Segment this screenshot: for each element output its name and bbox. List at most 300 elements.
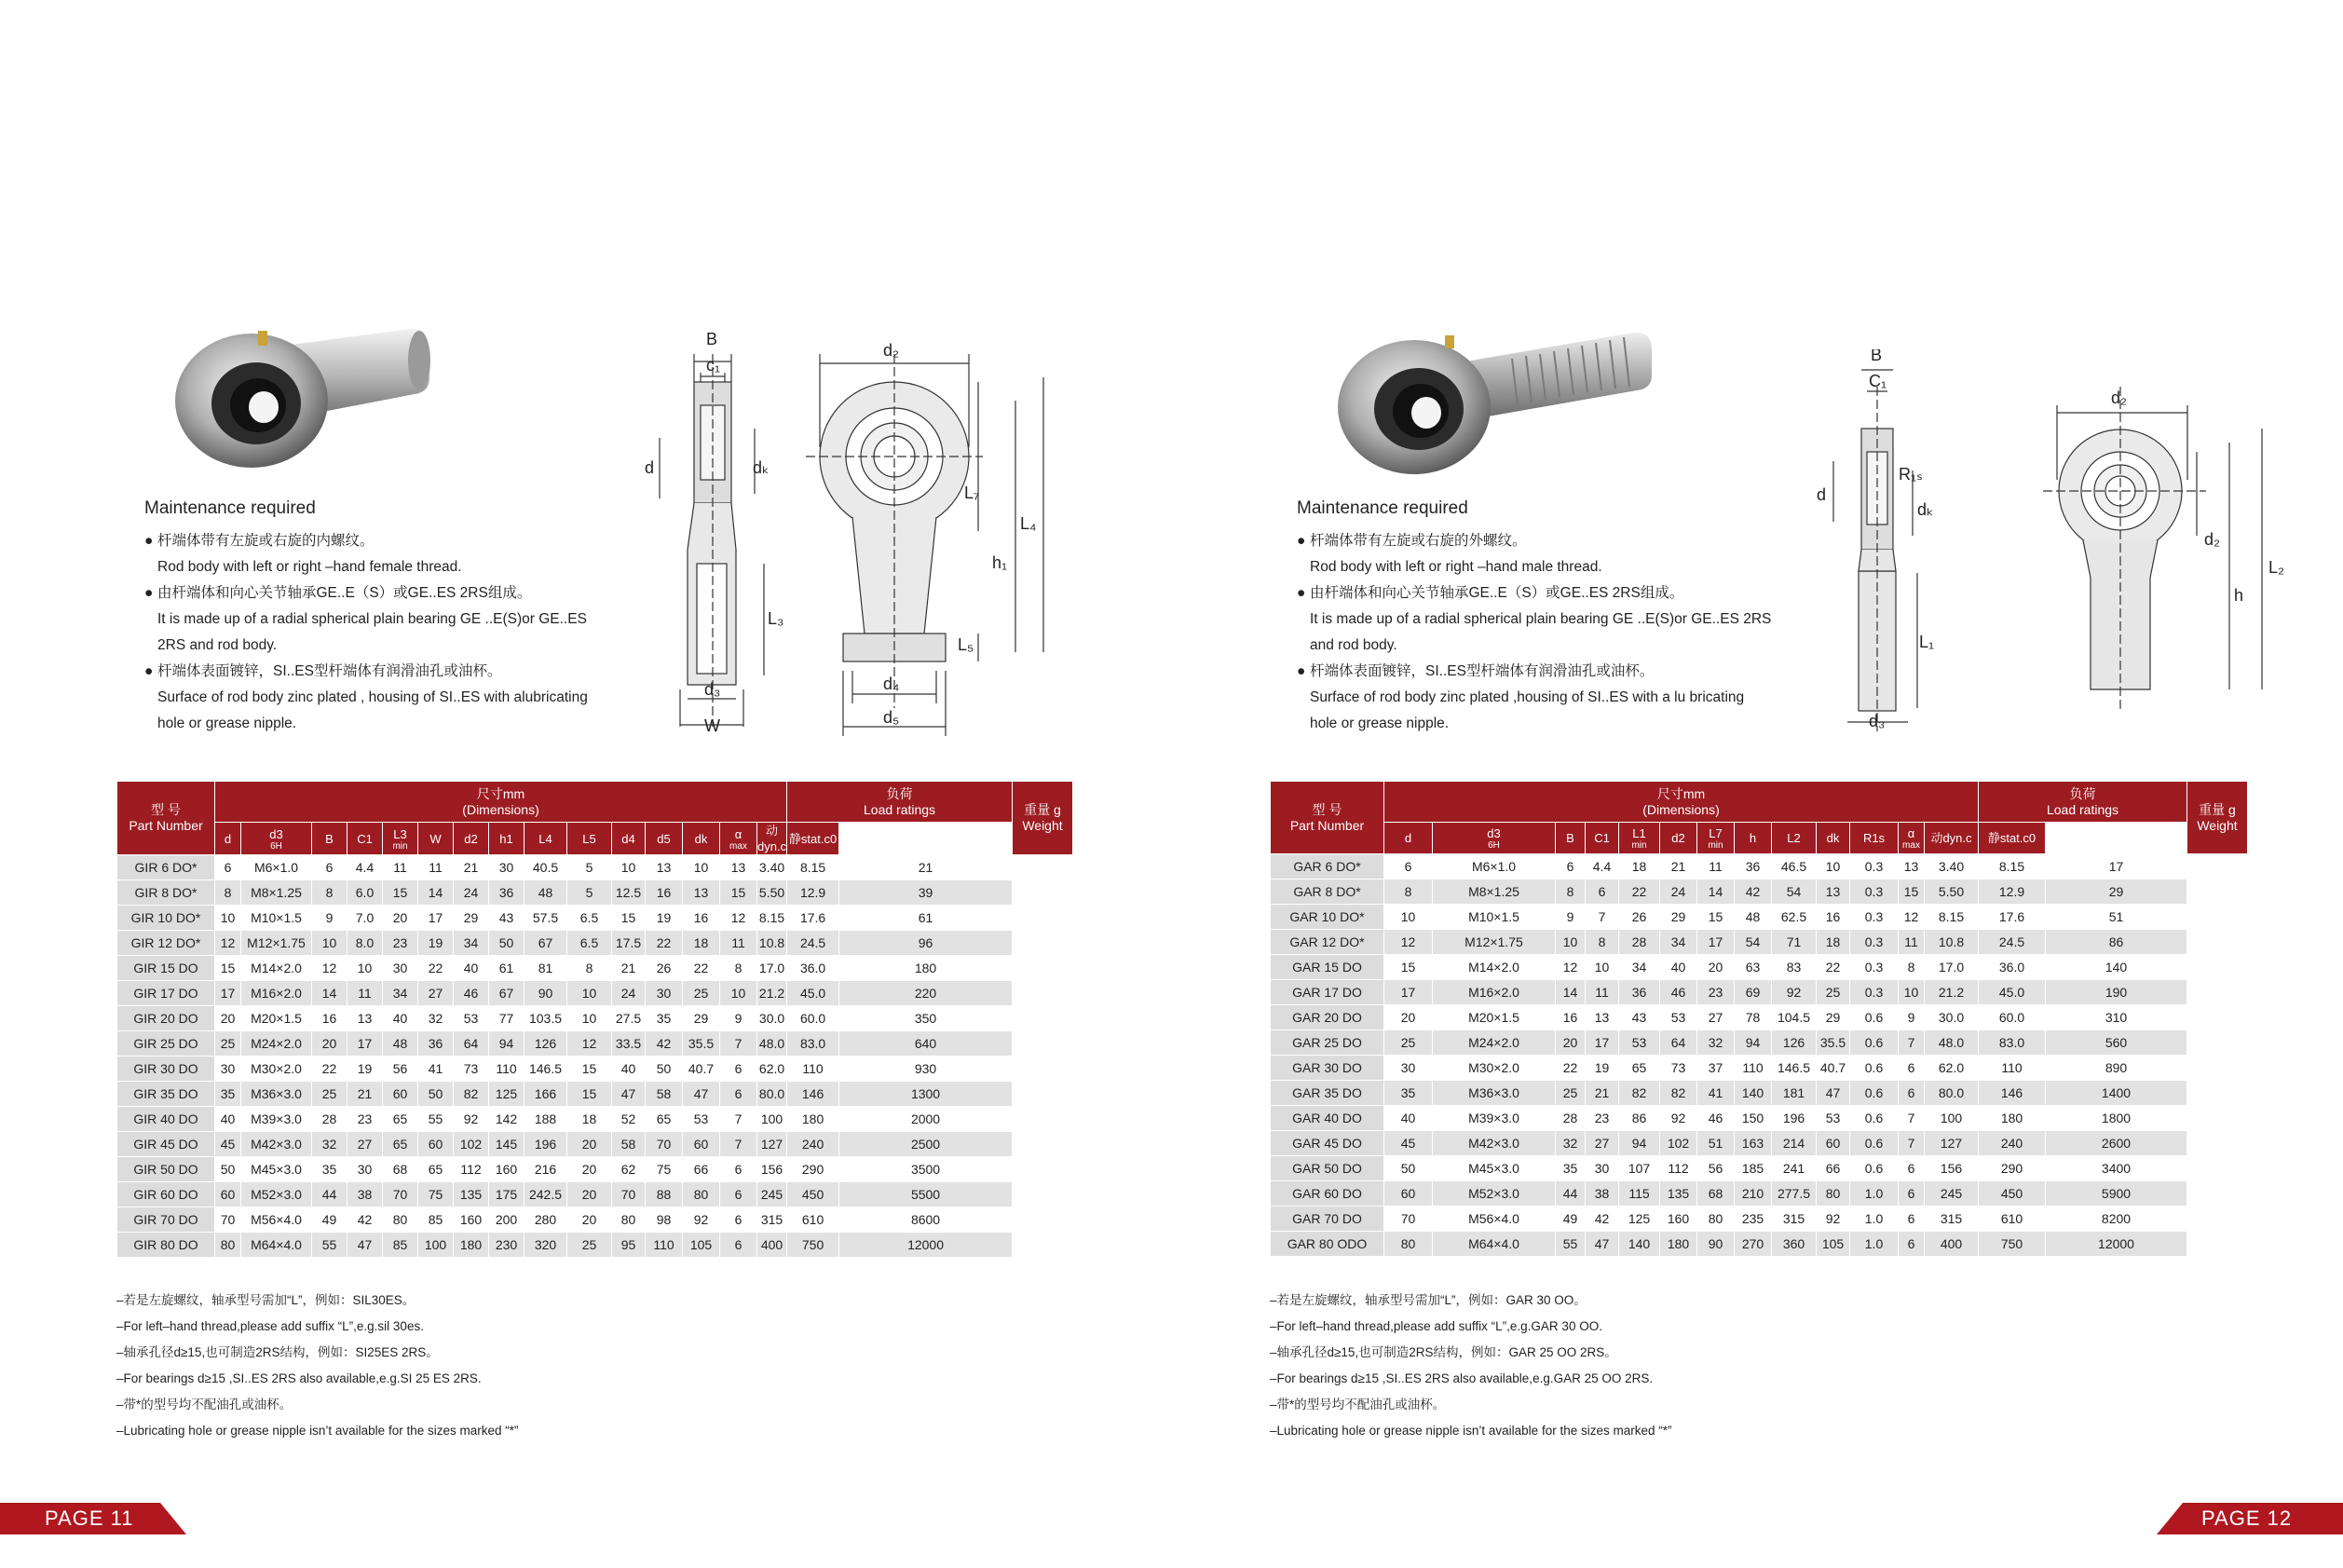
table-cell: 140	[1735, 1081, 1772, 1106]
table-cell: 8600	[839, 1207, 1013, 1233]
table-cell: 163	[1735, 1131, 1772, 1156]
part-number-cell: GAR 30 DO	[1271, 1056, 1384, 1081]
table-cell: 21	[839, 855, 1013, 880]
table-cell: 180	[839, 956, 1013, 981]
note-5: –带*的型号均不配油孔或油杯。	[1270, 1398, 1446, 1411]
column-header: dk	[1817, 823, 1850, 854]
feature-en-3b: hole or grease nipple.	[1310, 716, 1450, 731]
table-cell: 65	[383, 1107, 418, 1132]
page-number-badge-left	[0, 1503, 186, 1534]
header-load: 负荷 Load ratings	[1979, 782, 2187, 823]
table-cell: 140	[2046, 955, 2187, 980]
label-dk: dₖ	[1917, 500, 1934, 519]
note-6: –Lubricating hole or grease nipple isn’t available for the sizes marked “*”	[1270, 1424, 1672, 1438]
table-cell: 11	[1899, 930, 1925, 955]
table-cell: 930	[839, 1057, 1013, 1082]
table-cell: 14	[1697, 879, 1735, 905]
table-cell: 185	[1735, 1156, 1772, 1181]
table-cell: 80	[612, 1207, 646, 1233]
table-cell: 146.5	[524, 1057, 567, 1082]
table-cell: 242.5	[524, 1182, 567, 1207]
table-cell: 28	[1619, 930, 1660, 955]
table-row	[117, 1006, 1073, 1031]
maintenance-title: Maintenance required	[1297, 498, 1468, 518]
part-number-cell: GAR 8 DO*	[1271, 879, 1384, 905]
table-row	[1271, 1181, 2248, 1207]
table-cell: 22	[1556, 1056, 1586, 1081]
table-cell: 20	[312, 1031, 347, 1057]
table-cell: 115	[1619, 1181, 1660, 1207]
table-cell: 66	[1817, 1156, 1850, 1181]
table-cell: 196	[524, 1132, 567, 1157]
table-cell: M14×2.0	[1433, 955, 1556, 980]
feature-cn-2: 由杆端体和向心关节轴承GE..E（S）或GE..ES 2RS组成。	[1310, 585, 1684, 601]
column-subscript: max	[729, 840, 747, 852]
table-cell: 47	[1586, 1232, 1619, 1257]
table-cell: 145	[489, 1132, 524, 1157]
table-cell: 320	[524, 1233, 567, 1258]
table-cell: 49	[312, 1207, 347, 1233]
table-cell: 58	[612, 1132, 646, 1157]
label-L5: L₅	[958, 635, 974, 654]
column-header: L7 min	[1697, 823, 1735, 854]
table-cell: 53	[1619, 1030, 1660, 1056]
note-2: –For left–hand thread,please add suffix “L”,e.g.sil 30es.	[116, 1319, 424, 1333]
table-cell: 83	[1772, 955, 1817, 980]
table-cell: 27	[418, 981, 454, 1006]
table-row	[117, 1082, 1073, 1107]
table-cell: 245	[1925, 1181, 1979, 1207]
column-header: d	[1384, 823, 1433, 854]
label-B: B	[1871, 349, 1883, 364]
table-cell: 94	[489, 1031, 524, 1057]
table-cell: 22	[646, 931, 683, 956]
table-cell: 0.6	[1850, 1106, 1899, 1131]
table-cell: 35.5	[683, 1031, 720, 1057]
table-cell: 25	[1817, 980, 1850, 1005]
table-cell: 103.5	[524, 1006, 567, 1031]
table-cell: 12	[720, 906, 757, 931]
table-cell: 36	[1735, 854, 1772, 879]
table-cell: M39×3.0	[1433, 1106, 1556, 1131]
table-cell: 1400	[2046, 1081, 2187, 1106]
table-cell: 32	[1697, 1030, 1735, 1056]
table-cell: 54	[1735, 930, 1772, 955]
table-cell: 105	[683, 1233, 720, 1258]
table-cell: 6	[1899, 1232, 1925, 1257]
table-row	[1271, 955, 2248, 980]
table-cell: 6	[1899, 1081, 1925, 1106]
part-number-cell: GIR 8 DO*	[117, 880, 215, 906]
table-cell: 8	[720, 956, 757, 981]
table-cell: 50	[489, 931, 524, 956]
column-header: dk	[683, 823, 720, 855]
table-cell: 230	[489, 1233, 524, 1258]
table-cell: 180	[454, 1233, 489, 1258]
part-number-cell: GAR 80 ODO	[1271, 1232, 1384, 1257]
part-number-cell: GAR 70 DO	[1271, 1207, 1384, 1232]
header-model: 型 号 Part Number	[1271, 782, 1384, 854]
table-cell: 240	[1979, 1131, 2046, 1156]
table-cell: 135	[1660, 1181, 1697, 1207]
table-cell: 11	[347, 981, 383, 1006]
table-cell: 60	[1817, 1131, 1850, 1156]
table-cell: 65	[383, 1132, 418, 1157]
table-cell: 29	[454, 906, 489, 931]
table-cell: 45	[1384, 1131, 1433, 1156]
table-cell: 85	[383, 1233, 418, 1258]
table-cell: 60.0	[1979, 1005, 2046, 1030]
table-cell: 92	[1660, 1106, 1697, 1131]
table-cell: 6	[720, 1207, 757, 1233]
table-cell: 8	[215, 880, 241, 906]
column-header: L2	[1772, 823, 1817, 854]
table-cell: 188	[524, 1107, 567, 1132]
table-cell: M52×3.0	[241, 1182, 312, 1207]
table-cell: 10	[1586, 955, 1619, 980]
table-cell: M36×3.0	[241, 1082, 312, 1107]
table-cell: 27.5	[612, 1006, 646, 1031]
table-cell: 30	[1384, 1056, 1433, 1081]
table-cell: 235	[1735, 1207, 1772, 1232]
table-row	[117, 956, 1073, 981]
feature-en-2: It is made up of a radial spherical plain bearing GE ..E(S)or GE..ES	[157, 611, 587, 627]
table-cell: 7.0	[347, 906, 383, 931]
table-cell: 32	[1556, 1131, 1586, 1156]
table-row	[1271, 1081, 2248, 1106]
table-cell: 8	[1556, 879, 1586, 905]
table-cell: 77	[489, 1006, 524, 1031]
table-cell: 140	[1619, 1232, 1660, 1257]
table-cell: 43	[1619, 1005, 1660, 1030]
table-cell: 100	[418, 1233, 454, 1258]
table-cell: 12.9	[787, 880, 839, 906]
note-3: –轴承孔径d≥15,也可制造2RS结构，例如：SI25ES 2RS。	[116, 1345, 439, 1359]
table-cell: 180	[787, 1107, 839, 1132]
table-cell: 35	[1384, 1081, 1433, 1106]
table-cell: 78	[1735, 1005, 1772, 1030]
table-cell: 7	[1899, 1030, 1925, 1056]
table-cell: 21	[454, 855, 489, 880]
part-number-cell: GAR 35 DO	[1271, 1081, 1384, 1106]
label-L3: L₃	[768, 609, 784, 628]
table-cell: M39×3.0	[241, 1107, 312, 1132]
table-cell: 6.5	[567, 931, 612, 956]
bullet-icon: ●	[144, 533, 154, 549]
column-header: 动dyn.c	[757, 824, 787, 853]
label-d4: d₄	[883, 675, 900, 693]
table-cell: 6	[1899, 1156, 1925, 1181]
table-cell: 6.0	[347, 880, 383, 906]
bullet-icon: ●	[1297, 585, 1306, 601]
table-cell: 12000	[2046, 1232, 2187, 1257]
table-cell: 40	[1384, 1106, 1433, 1131]
table-cell: 610	[1979, 1207, 2046, 1232]
table-cell: 10.8	[757, 931, 787, 956]
part-number-cell: GIR 15 DO	[117, 956, 215, 981]
product-photo-female-rod-end	[163, 321, 443, 470]
column-subscript: 6H	[1488, 840, 1500, 851]
table-cell: 156	[1925, 1156, 1979, 1181]
column-subscript: min	[392, 840, 408, 852]
column-header: L3 min	[383, 823, 418, 855]
table-cell: 110	[646, 1233, 683, 1258]
table-cell: 34	[383, 981, 418, 1006]
table-cell: 36	[1619, 980, 1660, 1005]
table-cell: 29	[1660, 905, 1697, 930]
table-row	[117, 1207, 1073, 1233]
table-cell: 17.0	[757, 956, 787, 981]
column-header: d3 6H	[1433, 823, 1556, 854]
table-cell: 110	[489, 1057, 524, 1082]
table-cell: 17	[215, 981, 241, 1006]
table-cell: 2500	[839, 1132, 1013, 1157]
table-cell: 156	[757, 1157, 787, 1182]
table-cell: 142	[489, 1107, 524, 1132]
part-number-cell: GIR 25 DO	[117, 1031, 215, 1057]
table-cell: 64	[1660, 1030, 1697, 1056]
table-cell: 5500	[839, 1182, 1013, 1207]
table-cell: 400	[1925, 1232, 1979, 1257]
table-cell: 126	[1772, 1030, 1817, 1056]
table-cell: 45	[215, 1132, 241, 1157]
table-cell: 26	[646, 956, 683, 981]
table-cell: 5900	[2046, 1181, 2187, 1207]
product-photo-male-rod-end	[1326, 321, 1661, 480]
table-cell: 80	[1817, 1181, 1850, 1207]
table-cell: 450	[787, 1182, 839, 1207]
table-cell: 60	[215, 1182, 241, 1207]
table-row	[117, 1233, 1073, 1258]
table-cell: 17	[418, 906, 454, 931]
table-cell: 40	[383, 1006, 418, 1031]
table-cell: 17.6	[787, 906, 839, 931]
table-row	[1271, 1106, 2248, 1131]
table-cell: 102	[1660, 1131, 1697, 1156]
table-cell: 20	[567, 1182, 612, 1207]
table-cell: 7	[1899, 1131, 1925, 1156]
part-number-cell: GIR 30 DO	[117, 1057, 215, 1082]
table-cell: 30.0	[1925, 1005, 1979, 1030]
table-cell: 8.15	[1925, 905, 1979, 930]
table-cell: 8.15	[1979, 854, 2046, 879]
table-cell: 0.6	[1850, 1056, 1899, 1081]
table-cell: 38	[347, 1182, 383, 1207]
table-row	[117, 981, 1073, 1006]
label-d3: d₃	[704, 680, 721, 699]
table-cell: 55	[1556, 1232, 1586, 1257]
table-cell: 70	[215, 1207, 241, 1233]
table-cell: 25	[215, 1031, 241, 1057]
table-cell: 12	[1384, 930, 1433, 955]
column-header: 静stat.c0	[1979, 823, 2046, 854]
table-cell: 112	[1660, 1156, 1697, 1181]
table-cell: 315	[1772, 1207, 1817, 1232]
table-cell: 8	[1384, 879, 1433, 905]
table-cell: 40	[454, 956, 489, 981]
table-cell: M24×2.0	[241, 1031, 312, 1057]
part-number-cell: GIR 45 DO	[117, 1132, 215, 1157]
table-cell: 14	[418, 880, 454, 906]
table-cell: M6×1.0	[241, 855, 312, 880]
table-cell: 95	[612, 1233, 646, 1258]
table-cell: 6	[720, 1082, 757, 1107]
table-cell: 92	[1772, 980, 1817, 1005]
dimension-diagram-gir	[643, 317, 1081, 745]
table-cell: 17	[347, 1031, 383, 1057]
column-header: h	[1735, 823, 1772, 854]
table-cell: 41	[418, 1057, 454, 1082]
table-cell: 19	[646, 906, 683, 931]
table-cell: 610	[787, 1207, 839, 1233]
table-cell: 127	[757, 1132, 787, 1157]
column-header: L4	[524, 823, 567, 855]
table-cell: 12.9	[1979, 879, 2046, 905]
table-cell: 110	[787, 1057, 839, 1082]
table-cell: 21	[347, 1082, 383, 1107]
table-cell: 48	[383, 1031, 418, 1057]
label-d2: d₂	[883, 341, 899, 360]
table-cell: 640	[839, 1031, 1013, 1057]
table-cell: 92	[683, 1207, 720, 1233]
table-cell: 6	[720, 1182, 757, 1207]
column-header: C1	[1586, 823, 1619, 854]
table-cell: 18	[683, 931, 720, 956]
table-cell: 8200	[2046, 1207, 2187, 1232]
table-row	[117, 1031, 1073, 1057]
table-cell: 50	[418, 1082, 454, 1107]
part-number-cell: GAR 40 DO	[1271, 1106, 1384, 1131]
table-cell: 290	[787, 1157, 839, 1182]
table-cell: 24.5	[787, 931, 839, 956]
table-cell: 28	[312, 1107, 347, 1132]
feature-en-3: Surface of rod body zinc plated ,housing of SI..ES with a lu bricating	[1310, 689, 1745, 705]
table-cell: M36×3.0	[1433, 1081, 1556, 1106]
table-cell: 25	[683, 981, 720, 1006]
table-cell: 1.0	[1850, 1232, 1899, 1257]
table-cell: 17	[2046, 854, 2187, 879]
table-cell: 25	[567, 1233, 612, 1258]
column-header: α max	[720, 823, 757, 855]
part-number-cell: GIR 60 DO	[117, 1182, 215, 1207]
table-cell: M10×1.5	[1433, 905, 1556, 930]
column-header: R1s	[1850, 823, 1899, 854]
table-cell: 0.6	[1850, 1030, 1899, 1056]
table-cell: 8	[1586, 930, 1619, 955]
table-cell: 180	[1660, 1232, 1697, 1257]
table-cell: 60	[418, 1132, 454, 1157]
label-W: W	[704, 716, 720, 735]
table-cell: 9	[312, 906, 347, 931]
table-cell: 16	[312, 1006, 347, 1031]
table-cell: 46	[1660, 980, 1697, 1005]
table-cell: 22	[418, 956, 454, 981]
table-cell: 36	[418, 1031, 454, 1057]
table-cell: 19	[418, 931, 454, 956]
table-cell: 57.5	[524, 906, 567, 931]
table-cell: 13	[347, 1006, 383, 1031]
table-cell: 15	[1697, 905, 1735, 930]
table-cell: 6	[1556, 854, 1586, 879]
table-cell: 7	[720, 1132, 757, 1157]
table-cell: 0.6	[1850, 1081, 1899, 1106]
table-cell: 48.0	[1925, 1030, 1979, 1056]
table-cell: 12	[215, 931, 241, 956]
table-cell: 216	[524, 1157, 567, 1182]
table-cell: 21	[1660, 854, 1697, 879]
table-cell: 2000	[839, 1107, 1013, 1132]
table-row	[1271, 1232, 2248, 1257]
table-cell: 83.0	[1979, 1030, 2046, 1056]
feature-cn-2: 由杆端体和向心关节轴承GE..E（S）或GE..ES 2RS组成。	[157, 585, 532, 601]
table-cell: 48	[1735, 905, 1772, 930]
table-cell: M12×1.75	[1433, 930, 1556, 955]
table-cell: 98	[646, 1207, 683, 1233]
table-cell: 36.0	[1979, 955, 2046, 980]
table-cell: 12.5	[612, 880, 646, 906]
table-cell: 0.3	[1850, 955, 1899, 980]
table-cell: 277.5	[1772, 1181, 1817, 1207]
table-cell: 20	[567, 1157, 612, 1182]
table-cell: 160	[1660, 1207, 1697, 1232]
part-number-cell: GAR 17 DO	[1271, 980, 1384, 1005]
table-cell: 65	[646, 1107, 683, 1132]
table-cell: M16×2.0	[1433, 980, 1556, 1005]
table-cell: 67	[489, 981, 524, 1006]
table-cell: 63	[1735, 955, 1772, 980]
table-cell: 43	[489, 906, 524, 931]
table-row	[1271, 980, 2248, 1005]
table-cell: 15	[720, 880, 757, 906]
table-cell: 146	[1979, 1081, 2046, 1106]
table-cell: 3500	[839, 1157, 1013, 1182]
table-cell: 10	[567, 1006, 612, 1031]
table-cell: M52×3.0	[1433, 1181, 1556, 1207]
header-model: 型 号 Part Number	[117, 782, 215, 855]
table-cell: 12	[1556, 955, 1586, 980]
table-cell: 30	[215, 1057, 241, 1082]
table-cell: 24	[1660, 879, 1697, 905]
table-cell: 94	[1619, 1131, 1660, 1156]
table-cell: 10	[1899, 980, 1925, 1005]
table-cell: M30×2.0	[241, 1057, 312, 1082]
table-cell: 60	[1384, 1181, 1433, 1207]
header-dimensions: 尺寸mm (Dimensions)	[215, 782, 787, 823]
table-cell: 62.0	[757, 1057, 787, 1082]
table-cell: 53	[683, 1107, 720, 1132]
table-cell: 6	[720, 1157, 757, 1182]
column-header: L1 min	[1619, 823, 1660, 854]
table-cell: 10	[312, 931, 347, 956]
table-cell: 45.0	[1979, 980, 2046, 1005]
table-cell: 750	[787, 1233, 839, 1258]
table-cell: 220	[839, 981, 1013, 1006]
table-cell: 47	[683, 1082, 720, 1107]
table-cell: 53	[1817, 1106, 1850, 1131]
table-cell: 181	[1772, 1081, 1817, 1106]
page-11	[0, 0, 1171, 1568]
table-cell: 315	[1925, 1207, 1979, 1232]
table-cell: 21	[612, 956, 646, 981]
label-L1: L₁	[1919, 633, 1935, 651]
table-cell: 60.0	[787, 1006, 839, 1031]
header-load: 负荷 Load ratings	[787, 782, 1013, 823]
table-cell: 24	[454, 880, 489, 906]
part-number-cell: GIR 17 DO	[117, 981, 215, 1006]
part-number-cell: GAR 20 DO	[1271, 1005, 1384, 1030]
table-cell: M6×1.0	[1433, 854, 1556, 879]
table-cell: 190	[2046, 980, 2187, 1005]
